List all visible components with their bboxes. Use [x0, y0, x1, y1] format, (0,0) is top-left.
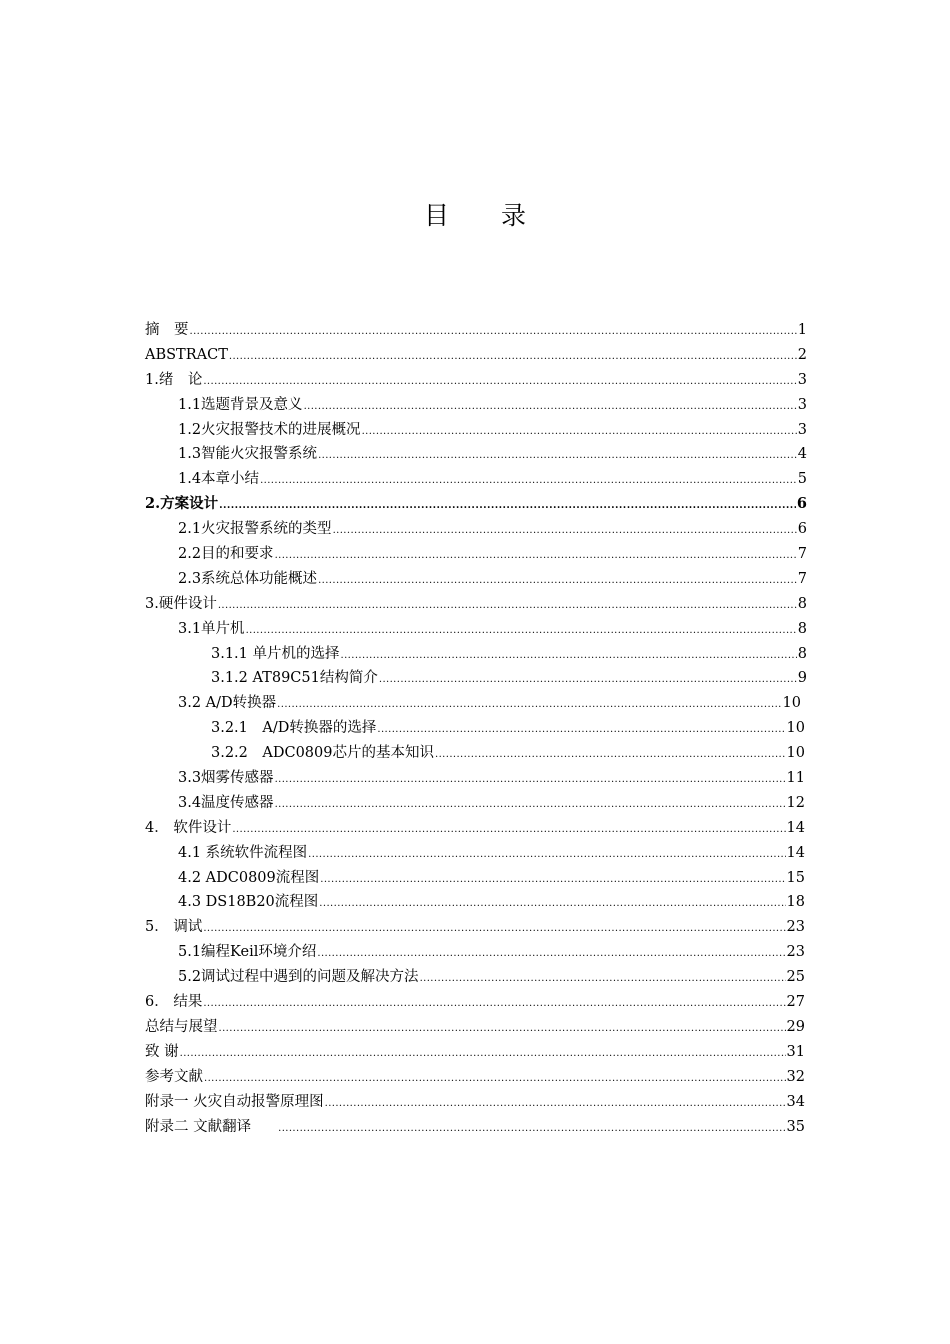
toc-entry-page: 18 — [786, 894, 805, 911]
toc-entry-label: 3.1.1 单片机的选择 — [211, 645, 340, 662]
toc-entry[interactable] — [145, 368, 807, 393]
toc-entry-label: 2.3系统总体功能概述 — [178, 570, 318, 587]
toc-entry-label: 3.2 A/D转换器 — [178, 695, 277, 712]
toc-entry[interactable] — [145, 990, 807, 1015]
toc-entry[interactable] — [145, 915, 807, 940]
toc-entry-label: 3.1单片机 — [178, 620, 245, 637]
toc-entry-label: 1.1选题背景及意义 — [178, 396, 303, 413]
toc-entry-page: 35 — [786, 1118, 805, 1135]
dot-leader — [304, 395, 797, 420]
toc-entry[interactable] — [145, 716, 807, 741]
dot-leader — [203, 917, 785, 942]
toc-entry-page: 31 — [786, 1043, 805, 1060]
toc-entry[interactable] — [145, 343, 807, 368]
toc-entry-label: 5.1编程Keil环境介绍 — [178, 944, 317, 961]
toc-entry-page: 4 — [797, 446, 807, 463]
dot-leader — [277, 693, 781, 718]
toc-entry-page: 10 — [782, 695, 801, 712]
toc-entry-page: 15 — [786, 869, 805, 886]
toc-entry-label: 3.3烟雾传感器 — [178, 770, 274, 787]
toc-entry[interactable] — [145, 940, 807, 965]
dot-leader — [219, 494, 796, 519]
dot-leader — [318, 569, 797, 594]
dot-leader — [379, 668, 797, 693]
toc-entry[interactable] — [145, 866, 807, 891]
toc-entry-page: 27 — [786, 994, 805, 1011]
toc-entry-page: 10 — [786, 720, 805, 737]
dot-leader — [333, 519, 797, 544]
dot-leader — [362, 420, 797, 445]
toc-entry[interactable] — [145, 592, 807, 617]
dot-leader — [232, 818, 785, 843]
toc-entry-page: 34 — [786, 1093, 805, 1110]
toc-entry[interactable] — [145, 965, 807, 990]
toc-entry-label: 3.2.1 A/D转换器的选择 — [211, 720, 377, 737]
toc-entry-page: 32 — [786, 1068, 805, 1085]
toc-entry-label: 1.2火灾报警技术的进展概况 — [178, 421, 361, 438]
toc-entry-label: 致 谢 — [145, 1043, 179, 1060]
dot-leader — [218, 594, 797, 619]
toc-entry-page: 1 — [797, 322, 807, 338]
dot-leader — [180, 1042, 786, 1067]
toc-entry-page: 3 — [797, 371, 807, 388]
toc-entry-label: 6． 结果 — [145, 994, 203, 1011]
toc-title: 目 录 — [424, 201, 548, 230]
toc-entry-page: 23 — [786, 919, 805, 936]
toc-entry-label: 附录一 火灾自动报警原理图 — [145, 1093, 324, 1110]
dot-leader — [320, 868, 785, 893]
dot-leader — [318, 444, 797, 469]
dot-leader — [190, 320, 797, 345]
dot-leader — [420, 967, 786, 992]
dot-leader — [275, 544, 797, 569]
toc-entry-page: 12 — [786, 794, 805, 811]
table-of-contents — [145, 318, 807, 1139]
toc-entry[interactable] — [145, 442, 807, 467]
dot-leader — [308, 843, 785, 868]
toc-entry[interactable] — [145, 691, 807, 716]
toc-entry-page: 8 — [797, 595, 807, 612]
toc-entry-label: 1.4本章小结 — [178, 471, 260, 488]
toc-entry-page: 8 — [797, 645, 807, 662]
dot-leader — [229, 345, 797, 370]
toc-entry-label: 3.1.2 AT89C51结构简介 — [211, 670, 378, 687]
toc-entry-label: 附录二 文献翻译 — [145, 1118, 252, 1135]
toc-entry-page: 29 — [786, 1018, 805, 1035]
toc-entry-label: 2.方案设计 — [145, 495, 219, 513]
dot-leader — [377, 718, 785, 743]
toc-entry[interactable] — [145, 890, 807, 915]
toc-entry-label: 2.1火灾报警系统的类型 — [178, 521, 332, 538]
toc-entry[interactable] — [145, 418, 807, 443]
toc-entry-page: 6 — [796, 495, 807, 513]
toc-entry[interactable] — [145, 741, 807, 766]
toc-entry[interactable] — [145, 567, 807, 592]
toc-entry[interactable] — [145, 467, 807, 492]
toc-entry-label: 1.绪 论 — [145, 371, 203, 388]
toc-entry[interactable] — [145, 617, 807, 642]
dot-leader — [319, 892, 785, 917]
toc-entry-label: 4． 软件设计 — [145, 819, 232, 836]
toc-entry-page: 5 — [797, 471, 807, 488]
toc-entry-label: ABSTRACT — [145, 346, 228, 363]
toc-entry-page: 9 — [797, 670, 807, 687]
toc-entry[interactable] — [145, 841, 807, 866]
toc-entry-page: 3 — [797, 396, 807, 413]
dot-leader — [317, 942, 785, 967]
toc-entry[interactable] — [145, 816, 807, 841]
dot-leader — [203, 992, 785, 1017]
toc-entry[interactable] — [145, 318, 807, 343]
toc-entry-label: 总结与展望 — [145, 1018, 218, 1035]
toc-entry-label: 摘 要 — [145, 322, 189, 338]
dot-leader — [246, 619, 797, 644]
toc-entry-page: 25 — [786, 969, 805, 986]
toc-entry-page: 3 — [797, 421, 807, 438]
toc-entry[interactable] — [145, 1040, 807, 1065]
toc-entry-page: 10 — [786, 745, 805, 762]
toc-entry-label: 2.2目的和要求 — [178, 546, 274, 563]
dot-leader — [275, 793, 786, 818]
toc-entry-label: 4.1 系统软件流程图 — [178, 844, 308, 861]
toc-entry-page: 14 — [786, 819, 805, 836]
toc-entry-page: 14 — [786, 844, 805, 861]
toc-entry-label: 5.2调试过程中遇到的问题及解决方法 — [178, 969, 419, 986]
dot-leader — [204, 1067, 786, 1092]
toc-entry-label: 4.2 ADC0809流程图 — [178, 869, 320, 886]
toc-entry[interactable] — [145, 1065, 807, 1090]
toc-entry-label: 3.2.2 ADC0809芯片的基本知识 — [211, 745, 434, 762]
toc-entry[interactable] — [145, 393, 807, 418]
dot-leader — [260, 469, 797, 494]
toc-entry-page: 11 — [786, 770, 805, 787]
toc-entry[interactable] — [145, 492, 807, 517]
toc-entry[interactable] — [145, 791, 807, 816]
toc-entry[interactable] — [145, 766, 807, 791]
toc-entry-label: 4.3 DS18B20流程图 — [178, 894, 319, 911]
toc-entry[interactable] — [145, 1090, 807, 1115]
toc-entry[interactable] — [145, 517, 807, 542]
toc-entry-page: 6 — [797, 521, 807, 538]
toc-entry[interactable] — [145, 1015, 807, 1040]
dot-leader — [435, 743, 786, 768]
toc-entry-label: 3.4温度传感器 — [178, 794, 274, 811]
toc-entry-page: 23 — [786, 944, 805, 961]
dot-leader — [219, 1017, 786, 1042]
dot-leader — [275, 768, 786, 793]
toc-entry-page: 7 — [797, 570, 807, 587]
dot-leader — [278, 1117, 785, 1142]
toc-entry[interactable] — [145, 542, 807, 567]
toc-entry-label: 参考文献 — [145, 1068, 203, 1085]
toc-entry[interactable] — [145, 642, 807, 667]
toc-entry-label: 5． 调试 — [145, 919, 203, 936]
toc-entry-page: 2 — [797, 346, 807, 363]
toc-entry-page: 8 — [797, 620, 807, 637]
dot-leader — [341, 644, 797, 669]
toc-entry-label: 1.3智能火灾报警系统 — [178, 446, 318, 463]
toc-entry-label: 3.硬件设计 — [145, 595, 217, 612]
toc-entry[interactable] — [145, 666, 807, 691]
dot-leader — [325, 1092, 786, 1117]
dot-leader — [203, 370, 796, 395]
toc-entry[interactable] — [145, 1115, 807, 1140]
toc-entry-page: 7 — [797, 546, 807, 563]
